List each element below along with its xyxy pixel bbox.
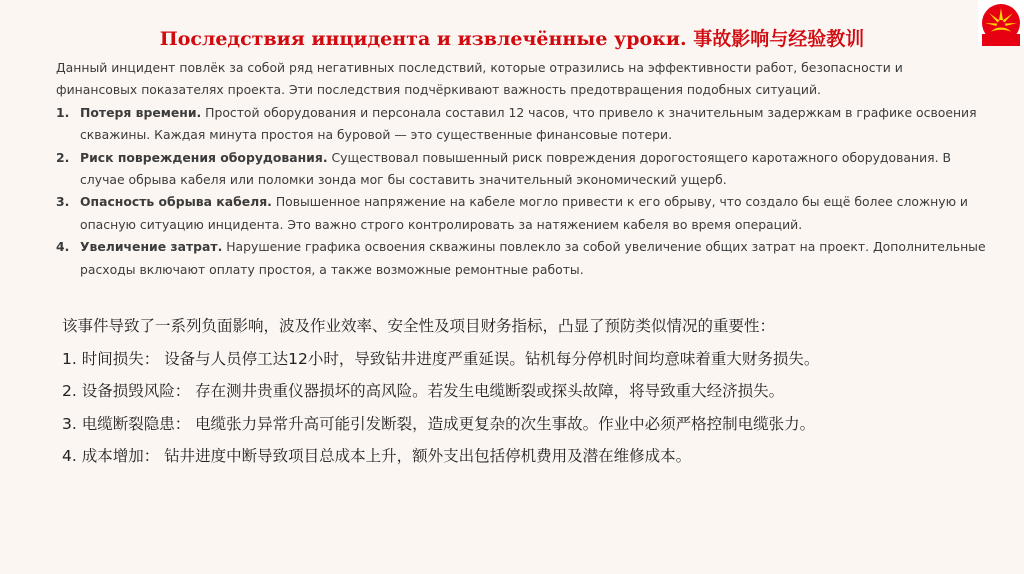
zh-consequences-list <box>62 343 992 473</box>
zh-intro-paragraph: 该事件导致了一系列负面影响，波及作业效率、安全性及项目财务指标，凸显了预防类似情况的重要性： <box>62 317 776 335</box>
list-item <box>56 147 986 192</box>
item-number: 1. <box>56 104 70 120</box>
item-text: Повышенное напряжение на кабеле могло привести к его обрыву, что создало бы ещё более сложную и опасную ситуацию инцидента. Это важно строго контролировать за натяжением кабеля во время операций. <box>80 194 968 232</box>
item-text: Простой оборудования и персонала составил 12 часов, что привело к значительным задержкам в графике освоения скважины. Каждая минута простоя на буровой — это существенные финансовые потери. <box>80 104 977 143</box>
item-number: 2. <box>56 149 70 165</box>
item-number: 4. <box>56 239 70 255</box>
page-title: Последствия инцидента и извлечённые уроки. 事故影响与经验教训 <box>159 28 865 50</box>
list-item: 2. 设备损毁风险： 存在测井贵重仪器损坏的高风险。若发生电缆断裂或探头故障，将导致重大经济损失。 <box>62 382 785 401</box>
item-heading: Потеря времени. <box>80 104 202 120</box>
item-heading: Риск повреждения оборудования. <box>80 149 328 165</box>
list-item: 4. 成本增加： 钻井进度中断导致项目总成本上升，额外支出包括停机费用及潜在维修成本。 <box>62 447 692 466</box>
list-item: 1. 时间损失： 设备与人员停工达12小时，导致钻井进度严重延误。钻机每分停机时间均意味着重大财务损失。 <box>62 349 820 368</box>
chinese-text-section <box>62 310 992 473</box>
list-item <box>56 102 986 147</box>
list-item: 3. 电缆断裂隐患： 电缆张力异常升高可能引发断裂，造成更复杂的次生事故。作业中必须严格控制电缆张力。 <box>62 414 816 433</box>
item-heading: Опасность обрыва кабеля. <box>80 194 272 210</box>
ru-intro-paragraph: Данный инцидент повлёк за собой ряд негативных последствий, которые отразились на эффективности работ, безопасности и финансовых показателях проекта. Эти последствия подчёркивают важность предотвращения подобных ситуаций. <box>56 60 903 98</box>
list-item <box>56 236 986 281</box>
item-text: Нарушение графика освоения скважины повлекло за собой увеличение общих затрат на проект. Дополнительные расходы включают оплату простоя, а также возможные ремонтные работы. <box>80 239 986 277</box>
list-item <box>56 191 986 236</box>
russian-text-section <box>56 57 986 281</box>
item-number: 3. <box>56 194 70 210</box>
item-text: Существовал повышенный риск повреждения дорогостоящего каротажного оборудования. В случае обрыва кабеля или поломки зонда мог бы составить значительный экономический ущерб. <box>80 149 951 188</box>
item-heading: Увеличение затрат. <box>80 239 223 255</box>
ru-consequences-list <box>56 102 986 281</box>
